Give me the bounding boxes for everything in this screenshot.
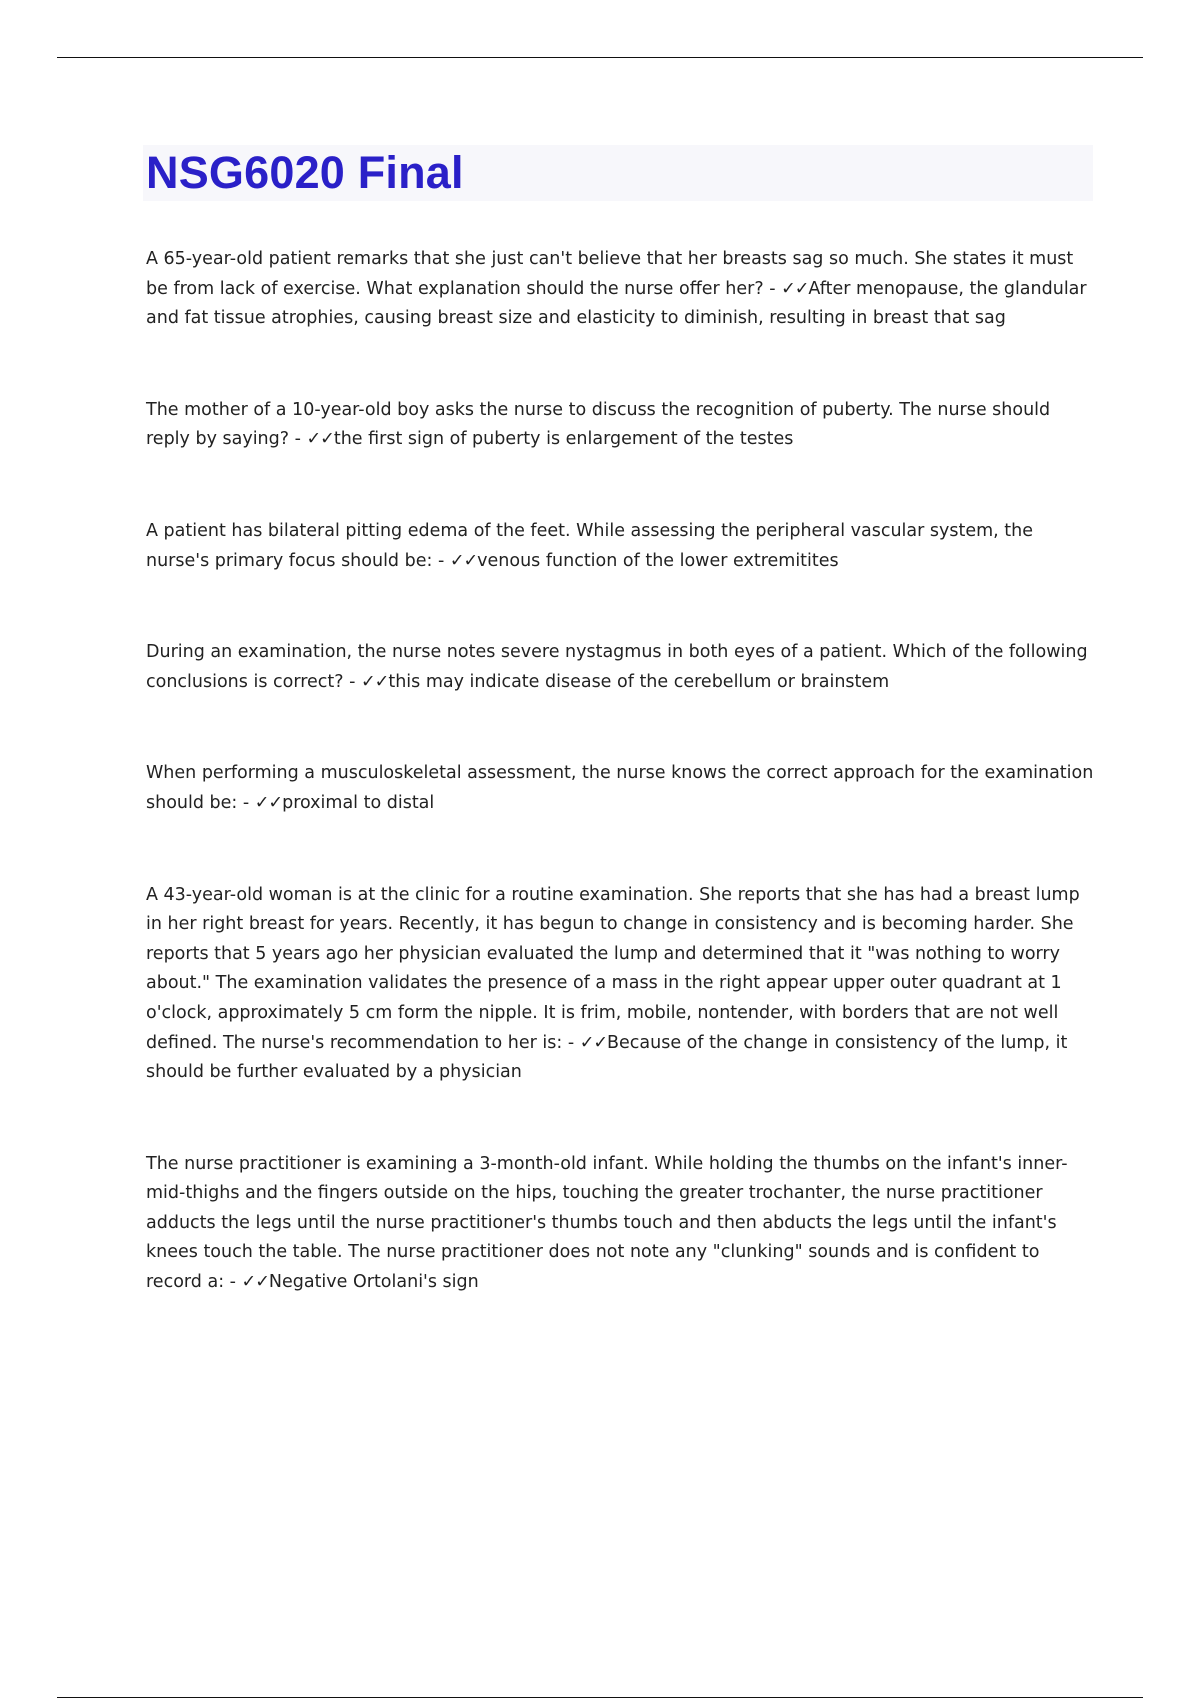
title-band — [143, 145, 1093, 201]
qa-list — [146, 245, 1096, 1298]
qa-item — [146, 1150, 1096, 1298]
check-icon: ✓✓ — [361, 671, 389, 692]
top-rule — [57, 57, 1143, 58]
question-text: During an examination, the nurse notes severe nystagmus in both eyes of a patient. Which of the following conclusions is correct? — [146, 642, 1088, 692]
separator: - — [289, 429, 307, 450]
separator: - — [237, 792, 255, 813]
answer-text: venous function of the lower extremitites — [477, 550, 839, 571]
qa-item — [146, 759, 1096, 818]
separator: - — [432, 550, 450, 571]
check-icon: ✓✓ — [579, 1032, 608, 1053]
separator: - — [343, 671, 362, 692]
answer-text: Because of the change in consistency of the lump, it should be further evaluated by a physician — [146, 1032, 1068, 1083]
separator: - — [224, 1272, 242, 1293]
question-text: A 65-year-old patient remarks that she just can't believe that her breasts sag so much. She states it must be from lack of exercise. What explanation should the nurse offer her? — [146, 249, 1074, 299]
answer-text: the first sign of puberty is enlargement of the testes — [333, 429, 794, 450]
check-icon: ✓✓ — [449, 550, 478, 571]
qa-item — [146, 638, 1096, 697]
check-icon: ✓✓ — [241, 1272, 269, 1293]
answer-text: this may indicate disease of the cerebellum or brainstem — [388, 671, 890, 692]
qa-item — [146, 881, 1096, 1088]
answer-text: Negative Ortolani's sign — [268, 1272, 479, 1293]
separator: - — [763, 278, 782, 299]
question-text: The nurse practitioner is examining a 3-month-old infant. While holding the thumbs on the infant's inner-mid-thighs and the fingers outside on the hips, touching the greater trochanter, the nurse practitioner adducts the legs until the nurse practitioner's thumbs touch and then abducts the legs until the infant's knees touch the table. The nurse practitioner does not note any "clunking" sounds and is confident to record a: — [146, 1153, 1068, 1293]
separator: - — [562, 1032, 580, 1053]
qa-item — [146, 245, 1096, 334]
check-icon: ✓✓ — [306, 429, 334, 450]
answer-text: After menopause, the glandular and fat tissue atrophies, causing breast size and elasticity to diminish, resulting in breast that sag — [146, 278, 1087, 329]
check-icon: ✓✓ — [254, 792, 283, 813]
answer-text: proximal to distal — [282, 792, 435, 813]
document-title: NSG6020 Final — [146, 147, 464, 198]
check-icon: ✓✓ — [781, 278, 809, 299]
bottom-rule — [57, 1697, 1143, 1698]
question-text: When performing a musculoskeletal assessment, the nurse knows the correct approach for the examination should be: — [146, 763, 1094, 813]
question-text: A patient has bilateral pitting edema of the feet. While assessing the peripheral vascular system, the nurse's primary focus should be: — [146, 520, 1034, 571]
question-text: A 43-year-old woman is at the clinic for a routine examination. She reports that she has had a breast lump in her right breast for years. Recently, it has begun to change in consistency and is becoming harder. She reports that 5 years ago her physician evaluated the lump and determined that it "was nothing to worry about." The examination validates the presence of a mass in the right appear upper outer quadrant at 1 o'clock, approximately 5 cm form the nipple. It is frim, mobile, nontender, with borders that are not well defined. The nurse's recommendation to her is: — [146, 884, 1080, 1053]
qa-item — [146, 396, 1096, 455]
question-text: The mother of a 10-year-old boy asks the nurse to discuss the recognition of puberty. The nurse should reply by saying? — [146, 399, 1051, 450]
qa-item — [146, 517, 1096, 576]
